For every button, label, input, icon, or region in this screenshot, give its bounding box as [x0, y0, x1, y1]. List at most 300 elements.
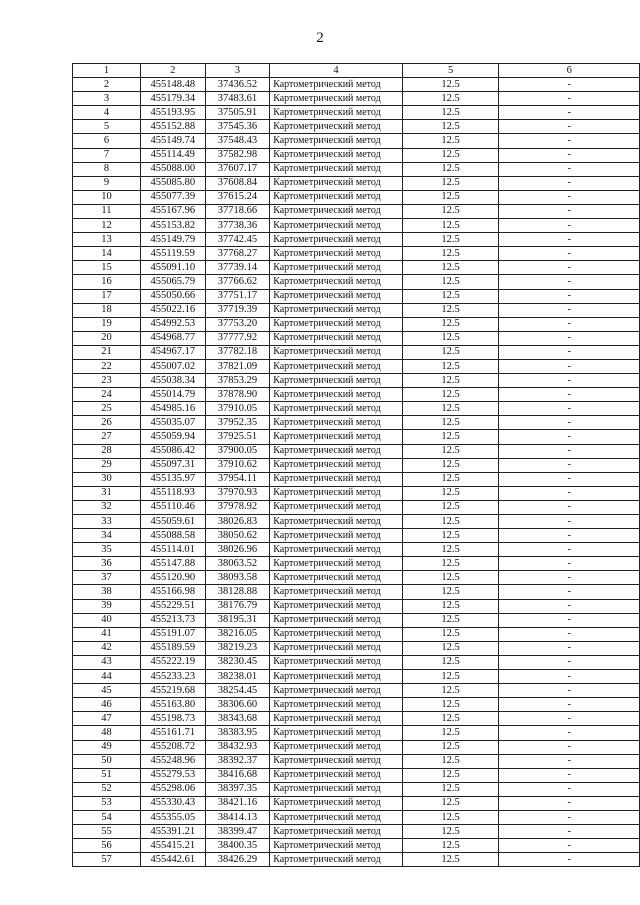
- accuracy-cell: 12.5: [402, 698, 499, 712]
- point-number-cell: 48: [73, 726, 141, 740]
- table-row: [73, 303, 640, 317]
- table-row: [73, 430, 640, 444]
- point-number-cell: 51: [73, 768, 141, 782]
- y-coordinate-cell: 37954.11: [205, 472, 270, 486]
- x-coordinate-cell: 455097.31: [140, 458, 205, 472]
- method-cell: Картометрический метод: [270, 768, 403, 782]
- table-row: [73, 190, 640, 204]
- note-cell: -: [499, 768, 640, 782]
- point-number-cell: 5: [73, 120, 141, 134]
- table-row: [73, 134, 640, 148]
- y-coordinate-cell: 37777.92: [205, 331, 270, 345]
- accuracy-cell: 12.5: [402, 515, 499, 529]
- table-row: [73, 444, 640, 458]
- method-cell: Картометрический метод: [270, 810, 403, 824]
- y-coordinate-cell: 37436.52: [205, 78, 270, 92]
- x-coordinate-cell: 455442.61: [140, 853, 205, 867]
- point-number-cell: 24: [73, 388, 141, 402]
- method-cell: Картометрический метод: [270, 233, 403, 247]
- table-row: [73, 359, 640, 373]
- point-number-cell: 29: [73, 458, 141, 472]
- accuracy-cell: 12.5: [402, 204, 499, 218]
- table-row: [73, 247, 640, 261]
- x-coordinate-cell: 455135.97: [140, 472, 205, 486]
- point-number-cell: 13: [73, 233, 141, 247]
- x-coordinate-cell: 455059.94: [140, 430, 205, 444]
- table-row: [73, 120, 640, 134]
- y-coordinate-cell: 37483.61: [205, 92, 270, 106]
- accuracy-cell: 12.5: [402, 500, 499, 514]
- note-cell: -: [499, 670, 640, 684]
- y-coordinate-cell: 37925.51: [205, 430, 270, 444]
- note-cell: -: [499, 810, 640, 824]
- x-coordinate-cell: 455088.00: [140, 162, 205, 176]
- method-cell: Картометрический метод: [270, 839, 403, 853]
- point-number-cell: 16: [73, 275, 141, 289]
- accuracy-cell: 12.5: [402, 162, 499, 176]
- y-coordinate-cell: 38093.58: [205, 571, 270, 585]
- x-coordinate-cell: 455050.66: [140, 289, 205, 303]
- note-cell: -: [499, 557, 640, 571]
- y-coordinate-cell: 37545.36: [205, 120, 270, 134]
- accuracy-cell: 12.5: [402, 430, 499, 444]
- y-coordinate-cell: 37582.98: [205, 148, 270, 162]
- x-coordinate-cell: 455279.53: [140, 768, 205, 782]
- x-coordinate-cell: 455035.07: [140, 416, 205, 430]
- x-coordinate-cell: 455149.79: [140, 233, 205, 247]
- method-cell: Картометрический метод: [270, 613, 403, 627]
- point-number-cell: 33: [73, 515, 141, 529]
- method-cell: Картометрический метод: [270, 500, 403, 514]
- x-coordinate-cell: 455118.93: [140, 486, 205, 500]
- table-row: [73, 768, 640, 782]
- y-coordinate-cell: 37952.35: [205, 416, 270, 430]
- accuracy-cell: 12.5: [402, 796, 499, 810]
- method-cell: Картометрический метод: [270, 655, 403, 669]
- y-coordinate-cell: 37548.43: [205, 134, 270, 148]
- method-cell: Картометрический метод: [270, 261, 403, 275]
- method-cell: Картометрический метод: [270, 825, 403, 839]
- point-number-cell: 46: [73, 698, 141, 712]
- table-row: [73, 261, 640, 275]
- x-coordinate-cell: 455086.42: [140, 444, 205, 458]
- note-cell: -: [499, 176, 640, 190]
- x-coordinate-cell: 455110.46: [140, 500, 205, 514]
- table-row: [73, 416, 640, 430]
- y-coordinate-cell: 37608.84: [205, 176, 270, 190]
- x-coordinate-cell: 455189.59: [140, 641, 205, 655]
- y-coordinate-cell: 37615.24: [205, 190, 270, 204]
- accuracy-cell: 12.5: [402, 359, 499, 373]
- table-row: [73, 500, 640, 514]
- point-number-cell: 31: [73, 486, 141, 500]
- y-coordinate-cell: 37739.14: [205, 261, 270, 275]
- x-coordinate-cell: 455191.07: [140, 627, 205, 641]
- note-cell: -: [499, 740, 640, 754]
- y-coordinate-cell: 38306.60: [205, 698, 270, 712]
- x-coordinate-cell: 455114.01: [140, 543, 205, 557]
- table-row: [73, 712, 640, 726]
- point-number-cell: 57: [73, 853, 141, 867]
- x-coordinate-cell: 455166.98: [140, 585, 205, 599]
- table-row: [73, 782, 640, 796]
- note-cell: -: [499, 571, 640, 585]
- accuracy-cell: 12.5: [402, 148, 499, 162]
- note-cell: -: [499, 486, 640, 500]
- x-coordinate-cell: 455229.51: [140, 599, 205, 613]
- accuracy-cell: 12.5: [402, 416, 499, 430]
- method-cell: Картометрический метод: [270, 388, 403, 402]
- y-coordinate-cell: 37753.20: [205, 317, 270, 331]
- table-row: [73, 810, 640, 824]
- table-row: [73, 317, 640, 331]
- table-row: [73, 670, 640, 684]
- point-number-cell: 21: [73, 345, 141, 359]
- y-coordinate-cell: 37853.29: [205, 374, 270, 388]
- x-coordinate-cell: 455114.49: [140, 148, 205, 162]
- page-number: 2: [316, 30, 324, 46]
- point-number-cell: 28: [73, 444, 141, 458]
- x-coordinate-cell: 455007.02: [140, 359, 205, 373]
- x-coordinate-cell: 455059.61: [140, 515, 205, 529]
- accuracy-cell: 12.5: [402, 402, 499, 416]
- point-number-cell: 27: [73, 430, 141, 444]
- y-coordinate-cell: 38195.31: [205, 613, 270, 627]
- method-cell: Картометрический метод: [270, 458, 403, 472]
- y-coordinate-cell: 37738.36: [205, 219, 270, 233]
- note-cell: -: [499, 106, 640, 120]
- method-cell: Картометрический метод: [270, 627, 403, 641]
- y-coordinate-cell: 38050.62: [205, 529, 270, 543]
- point-number-cell: 2: [73, 78, 141, 92]
- point-number-cell: 23: [73, 374, 141, 388]
- x-coordinate-cell: 455415.21: [140, 839, 205, 853]
- table-row: [73, 106, 640, 120]
- method-cell: Картометрический метод: [270, 120, 403, 134]
- table-row: [73, 599, 640, 613]
- accuracy-cell: 12.5: [402, 853, 499, 867]
- x-coordinate-cell: 454967.17: [140, 345, 205, 359]
- y-coordinate-cell: 38416.68: [205, 768, 270, 782]
- point-number-cell: 20: [73, 331, 141, 345]
- method-cell: Картометрический метод: [270, 303, 403, 317]
- method-cell: Картометрический метод: [270, 219, 403, 233]
- x-coordinate-cell: 455148.48: [140, 78, 205, 92]
- y-coordinate-cell: 37970.93: [205, 486, 270, 500]
- note-cell: -: [499, 303, 640, 317]
- point-number-cell: 34: [73, 529, 141, 543]
- table-row: [73, 571, 640, 585]
- accuracy-cell: 12.5: [402, 261, 499, 275]
- table-row: [73, 331, 640, 345]
- accuracy-cell: 12.5: [402, 458, 499, 472]
- note-cell: -: [499, 712, 640, 726]
- x-coordinate-cell: 455065.79: [140, 275, 205, 289]
- accuracy-cell: 12.5: [402, 190, 499, 204]
- method-cell: Картометрический метод: [270, 317, 403, 331]
- y-coordinate-cell: 37821.09: [205, 359, 270, 373]
- x-coordinate-cell: 455208.72: [140, 740, 205, 754]
- note-cell: -: [499, 275, 640, 289]
- note-cell: -: [499, 754, 640, 768]
- table-row: [73, 557, 640, 571]
- note-cell: -: [499, 374, 640, 388]
- method-cell: Картометрический метод: [270, 599, 403, 613]
- accuracy-cell: 12.5: [402, 585, 499, 599]
- accuracy-cell: 12.5: [402, 345, 499, 359]
- point-number-cell: 10: [73, 190, 141, 204]
- column-header: 2: [140, 64, 205, 78]
- method-cell: Картометрический метод: [270, 529, 403, 543]
- note-cell: -: [499, 500, 640, 514]
- x-coordinate-cell: 455161.71: [140, 726, 205, 740]
- accuracy-cell: 12.5: [402, 275, 499, 289]
- note-cell: -: [499, 331, 640, 345]
- method-cell: Картометрический метод: [270, 726, 403, 740]
- point-number-cell: 18: [73, 303, 141, 317]
- note-cell: -: [499, 219, 640, 233]
- y-coordinate-cell: 38397.35: [205, 782, 270, 796]
- note-cell: -: [499, 190, 640, 204]
- note-cell: -: [499, 599, 640, 613]
- method-cell: Картометрический метод: [270, 247, 403, 261]
- x-coordinate-cell: 455085.80: [140, 176, 205, 190]
- note-cell: -: [499, 162, 640, 176]
- table-row: [73, 275, 640, 289]
- y-coordinate-cell: 38383.95: [205, 726, 270, 740]
- note-cell: -: [499, 317, 640, 331]
- x-coordinate-cell: 454992.53: [140, 317, 205, 331]
- point-number-cell: 52: [73, 782, 141, 796]
- x-coordinate-cell: 455233.23: [140, 670, 205, 684]
- note-cell: -: [499, 444, 640, 458]
- accuracy-cell: 12.5: [402, 641, 499, 655]
- method-cell: Картометрический метод: [270, 106, 403, 120]
- method-cell: Картометрический метод: [270, 134, 403, 148]
- x-coordinate-cell: 455167.96: [140, 204, 205, 218]
- note-cell: -: [499, 261, 640, 275]
- point-number-cell: 9: [73, 176, 141, 190]
- table-row: [73, 726, 640, 740]
- note-cell: -: [499, 529, 640, 543]
- column-header: 6: [499, 64, 640, 78]
- table-row: [73, 374, 640, 388]
- accuracy-cell: 12.5: [402, 486, 499, 500]
- point-number-cell: 30: [73, 472, 141, 486]
- point-number-cell: 22: [73, 359, 141, 373]
- point-number-cell: 39: [73, 599, 141, 613]
- method-cell: Картометрический метод: [270, 148, 403, 162]
- x-coordinate-cell: 454968.77: [140, 331, 205, 345]
- y-coordinate-cell: 38254.45: [205, 684, 270, 698]
- y-coordinate-cell: 37878.90: [205, 388, 270, 402]
- x-coordinate-cell: 455248.96: [140, 754, 205, 768]
- point-number-cell: 49: [73, 740, 141, 754]
- note-cell: -: [499, 698, 640, 712]
- x-coordinate-cell: 455193.95: [140, 106, 205, 120]
- x-coordinate-cell: 455152.88: [140, 120, 205, 134]
- y-coordinate-cell: 38432.93: [205, 740, 270, 754]
- coordinates-table: [72, 63, 640, 867]
- accuracy-cell: 12.5: [402, 684, 499, 698]
- table-row: [73, 289, 640, 303]
- method-cell: Картометрический метод: [270, 698, 403, 712]
- x-coordinate-cell: 455120.90: [140, 571, 205, 585]
- method-cell: Картометрический метод: [270, 684, 403, 698]
- table-row: [73, 204, 640, 218]
- table-row: [73, 219, 640, 233]
- x-coordinate-cell: 455179.34: [140, 92, 205, 106]
- accuracy-cell: 12.5: [402, 92, 499, 106]
- y-coordinate-cell: 38392.37: [205, 754, 270, 768]
- table-row: [73, 78, 640, 92]
- table-body: [73, 78, 640, 867]
- point-number-cell: 6: [73, 134, 141, 148]
- accuracy-cell: 12.5: [402, 106, 499, 120]
- y-coordinate-cell: 38176.79: [205, 599, 270, 613]
- accuracy-cell: 12.5: [402, 444, 499, 458]
- x-coordinate-cell: 455163.80: [140, 698, 205, 712]
- y-coordinate-cell: 38238.01: [205, 670, 270, 684]
- point-number-cell: 38: [73, 585, 141, 599]
- method-cell: Картометрический метод: [270, 402, 403, 416]
- accuracy-cell: 12.5: [402, 599, 499, 613]
- point-number-cell: 19: [73, 317, 141, 331]
- accuracy-cell: 12.5: [402, 134, 499, 148]
- y-coordinate-cell: 37766.62: [205, 275, 270, 289]
- method-cell: Картометрический метод: [270, 430, 403, 444]
- table-row: [73, 162, 640, 176]
- accuracy-cell: 12.5: [402, 247, 499, 261]
- method-cell: Картометрический метод: [270, 557, 403, 571]
- table-row: [73, 345, 640, 359]
- note-cell: -: [499, 233, 640, 247]
- method-cell: Картометрический метод: [270, 740, 403, 754]
- method-cell: Картометрический метод: [270, 190, 403, 204]
- method-cell: Картометрический метод: [270, 92, 403, 106]
- table-row: [73, 839, 640, 853]
- note-cell: -: [499, 655, 640, 669]
- y-coordinate-cell: 38230.45: [205, 655, 270, 669]
- accuracy-cell: 12.5: [402, 726, 499, 740]
- table-row: [73, 825, 640, 839]
- table-row: [73, 486, 640, 500]
- accuracy-cell: 12.5: [402, 388, 499, 402]
- table-row: [73, 641, 640, 655]
- y-coordinate-cell: 37505.91: [205, 106, 270, 120]
- point-number-cell: 41: [73, 627, 141, 641]
- method-cell: Картометрический метод: [270, 712, 403, 726]
- table-row: [73, 754, 640, 768]
- method-cell: Картометрический метод: [270, 543, 403, 557]
- accuracy-cell: 12.5: [402, 219, 499, 233]
- method-cell: Картометрический метод: [270, 782, 403, 796]
- table-row: [73, 388, 640, 402]
- note-cell: -: [499, 345, 640, 359]
- note-cell: -: [499, 515, 640, 529]
- y-coordinate-cell: 37718.66: [205, 204, 270, 218]
- method-cell: Картометрический метод: [270, 275, 403, 289]
- note-cell: -: [499, 472, 640, 486]
- x-coordinate-cell: 455149.74: [140, 134, 205, 148]
- table-row: [73, 92, 640, 106]
- note-cell: -: [499, 613, 640, 627]
- y-coordinate-cell: 37607.17: [205, 162, 270, 176]
- x-coordinate-cell: 455219.68: [140, 684, 205, 698]
- y-coordinate-cell: 38026.96: [205, 543, 270, 557]
- x-coordinate-cell: 455213.73: [140, 613, 205, 627]
- y-coordinate-cell: 38421.16: [205, 796, 270, 810]
- point-number-cell: 55: [73, 825, 141, 839]
- point-number-cell: 11: [73, 204, 141, 218]
- table-row: [73, 796, 640, 810]
- point-number-cell: 45: [73, 684, 141, 698]
- point-number-cell: 8: [73, 162, 141, 176]
- y-coordinate-cell: 38063.52: [205, 557, 270, 571]
- note-cell: -: [499, 543, 640, 557]
- accuracy-cell: 12.5: [402, 557, 499, 571]
- accuracy-cell: 12.5: [402, 810, 499, 824]
- note-cell: -: [499, 359, 640, 373]
- point-number-cell: 12: [73, 219, 141, 233]
- accuracy-cell: 12.5: [402, 768, 499, 782]
- table-row: [73, 853, 640, 867]
- point-number-cell: 25: [73, 402, 141, 416]
- table-row: [73, 402, 640, 416]
- accuracy-cell: 12.5: [402, 78, 499, 92]
- note-cell: -: [499, 388, 640, 402]
- point-number-cell: 36: [73, 557, 141, 571]
- accuracy-cell: 12.5: [402, 317, 499, 331]
- method-cell: Картометрический метод: [270, 204, 403, 218]
- table-row: [73, 543, 640, 557]
- note-cell: -: [499, 430, 640, 444]
- column-header: 5: [402, 64, 499, 78]
- y-coordinate-cell: 38426.29: [205, 853, 270, 867]
- x-coordinate-cell: 455355.05: [140, 810, 205, 824]
- point-number-cell: 47: [73, 712, 141, 726]
- column-header: 4: [270, 64, 403, 78]
- point-number-cell: 14: [73, 247, 141, 261]
- method-cell: Картометрический метод: [270, 670, 403, 684]
- x-coordinate-cell: 455088.58: [140, 529, 205, 543]
- accuracy-cell: 12.5: [402, 712, 499, 726]
- note-cell: -: [499, 78, 640, 92]
- method-cell: Картометрический метод: [270, 444, 403, 458]
- table-row: [73, 472, 640, 486]
- y-coordinate-cell: 37742.45: [205, 233, 270, 247]
- table-row: [73, 627, 640, 641]
- x-coordinate-cell: 455014.79: [140, 388, 205, 402]
- table-row: [73, 176, 640, 190]
- note-cell: -: [499, 458, 640, 472]
- y-coordinate-cell: 37910.05: [205, 402, 270, 416]
- point-number-cell: 32: [73, 500, 141, 514]
- accuracy-cell: 12.5: [402, 472, 499, 486]
- y-coordinate-cell: 37768.27: [205, 247, 270, 261]
- x-coordinate-cell: 455038.34: [140, 374, 205, 388]
- x-coordinate-cell: 455119.59: [140, 247, 205, 261]
- note-cell: -: [499, 627, 640, 641]
- point-number-cell: 15: [73, 261, 141, 275]
- note-cell: -: [499, 641, 640, 655]
- accuracy-cell: 12.5: [402, 782, 499, 796]
- x-coordinate-cell: 455153.82: [140, 219, 205, 233]
- accuracy-cell: 12.5: [402, 740, 499, 754]
- accuracy-cell: 12.5: [402, 233, 499, 247]
- note-cell: -: [499, 782, 640, 796]
- y-coordinate-cell: 38026.83: [205, 515, 270, 529]
